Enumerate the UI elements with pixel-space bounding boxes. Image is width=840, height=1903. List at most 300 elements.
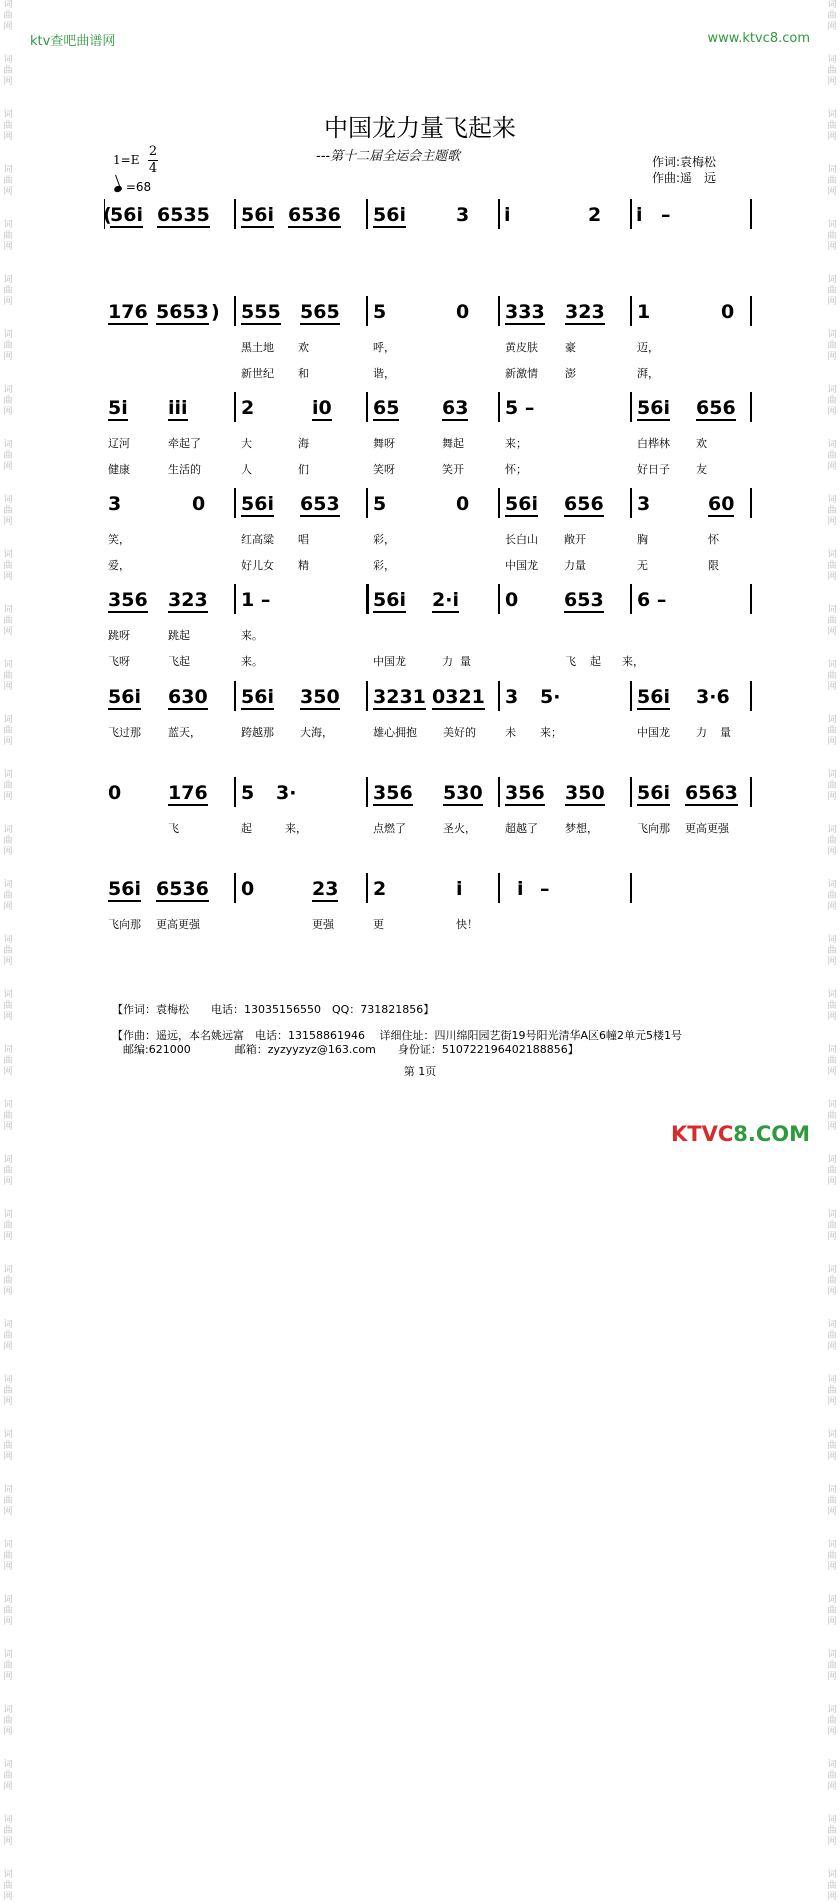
watermark-char: 曲 [3,1221,13,1231]
watermark-char: 网 [3,242,13,252]
note-group: 2 [241,397,255,419]
lyric-word: 彩， [373,559,395,572]
note-group: 350 [300,686,340,708]
watermark-char: 网 [827,957,837,967]
note-group: 176 [168,782,208,804]
watermark-char: 词 [827,1100,837,1110]
note-group: 3 [505,686,519,708]
note-group: 0 [456,493,470,515]
watermark-char: 词 [3,385,13,395]
note-group: 356 [373,782,413,804]
lyric-word: 飞向那 [637,822,670,835]
lyric-word: 点燃了 [373,822,406,835]
note-group: 2·i [432,589,459,611]
watermark-char: 词 [827,1760,837,1770]
lyric-word: 限 [708,559,719,572]
watermark-char: 曲 [827,1881,837,1891]
barline [750,392,752,422]
watermark-char: 曲 [3,286,13,296]
watermark-char: 网 [3,1837,13,1847]
lyric-word: 舞呀 [373,437,395,450]
watermark-char: 网 [827,847,837,857]
watermark-char: 网 [827,1727,837,1737]
score-row [0,774,840,814]
site-url[interactable]: www.ktvc8.com [707,31,810,46]
watermark-char: 词 [827,715,837,725]
barline [234,296,236,326]
lyric-word: 笑， [108,533,130,546]
watermark-char: 词 [827,880,837,890]
watermark-char: 词 [3,1540,13,1550]
watermark-char: 网 [827,1672,837,1682]
note-group: 0 [108,782,122,804]
watermark-char: 词 [3,440,13,450]
watermark-char: 曲 [3,1111,13,1121]
watermark-char: 词 [3,990,13,1000]
watermark-char: 网 [3,187,13,197]
barline [366,199,368,229]
watermark-char: 曲 [3,1441,13,1451]
note-group: 323 [565,301,605,323]
score-row [0,485,840,525]
lyric-word: 海 [298,437,309,450]
note-group: 56i [505,493,538,515]
watermark-char: 词 [827,1870,837,1880]
lyric-word: 起 [590,655,601,668]
lyric-word: 白桦林 [637,437,670,450]
note-group: 60 [708,493,735,515]
barline [498,777,500,807]
watermark-char: 网 [827,1232,837,1242]
watermark-char: 曲 [3,1496,13,1506]
watermark-char: 曲 [3,1001,13,1011]
note-group: 0 [721,301,735,323]
note-group: 56i [241,493,274,515]
watermark-char: 曲 [3,1771,13,1781]
watermark-char: 词 [3,110,13,120]
lyric-word: 大海， [300,726,333,739]
watermark-char: 曲 [827,1716,837,1726]
watermark-char: 网 [3,352,13,362]
watermark-char: 网 [3,1122,13,1132]
lyric-word: 量 [720,726,731,739]
watermark-char: 词 [827,935,837,945]
lyric-word: 蓝天， [168,726,201,739]
note-group: 2 [373,878,387,900]
lyric-word: 来。 [241,629,263,642]
watermark-char: 曲 [827,1661,837,1671]
watermark-char: 词 [3,1815,13,1825]
watermark-char: 网 [3,1287,13,1297]
barline [498,873,500,903]
barline [234,777,236,807]
note-group: 323 [168,589,208,611]
barline [630,681,632,711]
note-group: 56i [373,589,406,611]
watermark-char: 词 [3,1210,13,1220]
watermark-char: 网 [3,1067,13,1077]
note-group: 356 [505,782,545,804]
lyric-word: 澎 [565,367,576,380]
watermark-char: 词 [827,1815,837,1825]
watermark-char: 曲 [827,121,837,131]
watermark-char: 曲 [827,1331,837,1341]
watermark-char: 曲 [3,671,13,681]
watermark-char: 网 [3,407,13,417]
lyric-word: 来； [505,437,527,450]
barline [366,488,368,518]
watermark-char: 网 [3,1617,13,1627]
note-group: 0 [192,493,206,515]
note-group: 1 – [241,589,271,611]
watermark-char: 词 [827,1705,837,1715]
watermark-char: 曲 [3,1331,13,1341]
lyric-word: 怀； [505,463,527,476]
watermark-char: 词 [827,275,837,285]
note-group: 56i [110,204,143,226]
watermark-char: 网 [3,132,13,142]
barline [234,199,236,229]
watermark-char: 网 [827,77,837,87]
watermark-char: 词 [827,1045,837,1055]
lyric-word: 和 [298,367,309,380]
barline [234,488,236,518]
lyric-word: 彩， [373,533,395,546]
note-group: 56i [108,878,141,900]
note-group: 350 [565,782,605,804]
note-group: 56i [373,204,406,226]
note-group: 6563 [685,782,738,804]
watermark-char: 词 [3,825,13,835]
watermark-char: 网 [827,1617,837,1627]
barline [750,584,752,614]
barline [630,488,632,518]
watermark-char: 曲 [827,341,837,351]
barline [366,392,368,422]
watermark-char: 曲 [3,1276,13,1286]
watermark-char: 网 [827,297,837,307]
lyric-word: 迈， [637,341,659,354]
lyric-word: 跳起 [168,629,190,642]
watermark-char: 词 [827,220,837,230]
note-group: 56i [637,397,670,419]
barline [630,296,632,326]
watermark-char: 网 [827,1067,837,1077]
watermark-char: 曲 [3,1716,13,1726]
watermark-char: 曲 [827,176,837,186]
note-group: 5· [540,686,561,708]
watermark-char: 曲 [827,561,837,571]
watermark-char: 词 [3,1265,13,1275]
watermark-char: 词 [3,715,13,725]
watermark-char: 曲 [827,671,837,681]
score-row [0,581,840,621]
watermark-char: 网 [827,22,837,32]
watermark-char: 词 [827,495,837,505]
watermark-char: 词 [3,275,13,285]
note-group: 56i [637,686,670,708]
barline [366,296,368,326]
watermark-char: 网 [3,1782,13,1792]
note-group: – [540,878,550,900]
watermark-char: 曲 [827,1386,837,1396]
watermark-char: 词 [3,1430,13,1440]
lyric-word: 红高粱 [241,533,274,546]
watermark-char: 曲 [827,1826,837,1836]
note-group: 630 [168,686,208,708]
watermark-char: 曲 [3,121,13,131]
note-group: 23 [312,878,339,900]
watermark-char: 网 [827,1012,837,1022]
watermark-char: 词 [3,1375,13,1385]
watermark-char: 网 [3,1727,13,1737]
barline [630,584,632,614]
watermark-char: 词 [3,1760,13,1770]
note-group: 333 [505,301,545,323]
note-group: ) [211,301,220,323]
lyric-word: 爱， [108,559,130,572]
watermark-char: 曲 [827,506,837,516]
watermark-char: 网 [3,297,13,307]
lyric-word: 中国龙 [505,559,538,572]
watermark-char: 词 [3,550,13,560]
watermark-char: 词 [827,1595,837,1605]
note-group: 63 [442,397,469,419]
watermark-char: 曲 [827,1111,837,1121]
watermark-char: 词 [3,220,13,230]
watermark-char: 词 [827,550,837,560]
watermark-char: 曲 [3,726,13,736]
lyric-word: 未 [505,726,516,739]
lyric-word: 中国龙 [373,655,406,668]
watermark-char: 曲 [3,1386,13,1396]
watermark-char: 曲 [827,286,837,296]
watermark-char: 网 [827,1287,837,1297]
lyric-word: 力量 [564,559,586,572]
watermark-char: 网 [3,1562,13,1572]
note-group: 6535 [157,204,210,226]
watermark-char: 曲 [827,726,837,736]
watermark-char: 网 [827,737,837,747]
watermark-char: 网 [3,517,13,527]
watermark-char: 网 [3,22,13,32]
barline [498,199,500,229]
barline [234,392,236,422]
note-group: 5653 [156,301,209,323]
watermark-char: 网 [3,1452,13,1462]
lyricist-credit: 作词:袁梅松 [652,155,717,169]
watermark-char: 网 [827,462,837,472]
credits [652,154,716,186]
watermark-char: 曲 [827,891,837,901]
lyric-word: 圣火， [443,822,476,835]
watermark-char: 网 [3,627,13,637]
note-group: 5 [373,493,387,515]
lyric-word: 起 [241,822,252,835]
lyric-word: 牵起了 [168,437,201,450]
composer-credit: 作曲:遥 远 [652,171,717,185]
watermark-char: 网 [827,1507,837,1517]
watermark-char: 词 [3,1595,13,1605]
note-group: 56i [108,686,141,708]
lyric-word: 快！ [456,918,478,931]
watermark-char: 词 [827,605,837,615]
watermark-char: 词 [827,165,837,175]
barline [366,584,369,614]
key-signature: 1=E [113,153,140,167]
note-group: 530 [443,782,483,804]
watermark-char: 曲 [827,1001,837,1011]
note-group: 1 [637,301,651,323]
watermark-char: 网 [3,847,13,857]
lyric-word: 飞 [168,822,179,835]
watermark-char: 网 [3,682,13,692]
barline [630,199,632,229]
watermark-char: 词 [827,440,837,450]
watermark-char: 网 [827,352,837,362]
watermark-char: 网 [3,462,13,472]
lyric-word: 们 [298,463,309,476]
watermark-char: 网 [827,517,837,527]
lyric-word: 来， [622,655,644,668]
watermark-char: 网 [827,1397,837,1407]
watermark-char: 网 [827,572,837,582]
lyric-word: 敞开 [564,533,586,546]
watermark-char: 词 [3,1705,13,1715]
watermark-char: 曲 [3,341,13,351]
watermark-char: 曲 [3,946,13,956]
watermark-char: 曲 [3,1661,13,1671]
barline [750,488,752,518]
watermark-char: 网 [3,1342,13,1352]
watermark-char: 网 [3,77,13,87]
barline [234,584,236,614]
watermark-char: 词 [827,825,837,835]
barline [750,681,752,711]
lyric-word: 飞过那 [108,726,141,739]
watermark-char: 词 [827,1540,837,1550]
watermark-char: 词 [827,1320,837,1330]
watermark-char: 曲 [827,1276,837,1286]
watermark-char: 词 [827,1485,837,1495]
lyric-word: 来， [285,822,307,835]
note-group: – [661,204,671,226]
lyric-word: 无 [637,559,648,572]
barline [630,873,632,903]
watermark-char: 词 [3,1870,13,1880]
watermark-char: 网 [3,572,13,582]
watermark-char: 词 [3,55,13,65]
note-group: i [636,204,643,226]
watermark-char: 曲 [3,396,13,406]
watermark-char: 网 [3,1892,13,1902]
lyric-word: 美好的 [443,726,476,739]
note-group: 356 [108,589,148,611]
time-numerator: 2 [148,144,158,159]
note-group: i [517,878,524,900]
watermark-char: 网 [827,1452,837,1462]
note-group: 5 [373,301,387,323]
watermark-char: 网 [827,1782,837,1792]
lyric-word: 跨越那 [241,726,274,739]
lyric-word: 来； [540,726,562,739]
quarter-note-icon [113,185,123,193]
note-group: 5 – [505,397,535,419]
watermark-char: 词 [3,1650,13,1660]
watermark-char: 曲 [3,1056,13,1066]
note-group: i [456,878,463,900]
lyric-word: 生活的 [168,463,201,476]
lyric-word: 新激情 [505,367,538,380]
note-group: 6 – [637,589,667,611]
watermark-char: 曲 [827,1551,837,1561]
lyric-word: 呼， [373,341,395,354]
watermark-char: 词 [3,1320,13,1330]
barline [750,199,752,229]
watermark-char: 词 [827,770,837,780]
note-group: ( [103,204,112,226]
watermark-char: 曲 [827,1496,837,1506]
footer-composer-info: 【作曲：遥远，本名姚远富 电话：13158861946 详细住址：四川绵阳园艺街19号阳光清华A区6幢2单元5楼1号 [112,1029,682,1042]
watermark-char: 词 [3,330,13,340]
watermark-char: 词 [3,495,13,505]
lyric-word: 雄心拥抱 [373,726,417,739]
barline [366,681,368,711]
lyric-word: 更高更强 [156,918,200,931]
lyric-word: 飞呀 [108,655,130,668]
watermark-char: 词 [3,1045,13,1055]
barline [498,584,500,614]
site-name[interactable]: ktv查吧曲谱网 [30,34,116,49]
score-row [0,293,840,333]
barline [498,681,500,711]
lyric-word: 新世纪 [241,367,274,380]
watermark-char: 词 [827,1375,837,1385]
watermark-char: 曲 [3,836,13,846]
lyric-word: 湃， [637,367,659,380]
lyric-word: 舞起 [442,437,464,450]
watermark-char: 网 [3,1177,13,1187]
watermark-char: 词 [3,935,13,945]
watermark-char: 曲 [827,1166,837,1176]
watermark-char: 曲 [827,1056,837,1066]
watermark-char: 网 [3,1012,13,1022]
score-row [0,870,840,910]
watermark-char: 网 [827,407,837,417]
watermark-char: 网 [3,902,13,912]
watermark-char: 网 [827,1892,837,1902]
lyric-word: 健康 [108,463,130,476]
lyric-word: 好日子 [637,463,670,476]
watermark-char: 网 [3,1672,13,1682]
watermark-char: 网 [827,1122,837,1132]
lyric-word: 欢 [696,437,707,450]
site-logo: KTVC8.COM [670,1122,810,1146]
lyric-word: 中国龙 [637,726,670,739]
watermark-char: 曲 [3,231,13,241]
watermark-char: 网 [3,1232,13,1242]
footer-composer-info-2: 邮编:621000 邮箱：zyzyyzyz@163.com 身份证：510722196402188856】 [112,1043,579,1056]
watermark-char: 曲 [3,506,13,516]
barline [630,392,632,422]
note-group: 565 [300,301,340,323]
lyric-word: 飞向那 [108,918,141,931]
lyric-word: 黑土地 [241,341,274,354]
watermark-char: 曲 [3,451,13,461]
note-group: 3·6 [696,686,730,708]
lyric-word: 跳呀 [108,629,130,642]
watermark-char: 曲 [3,1881,13,1891]
